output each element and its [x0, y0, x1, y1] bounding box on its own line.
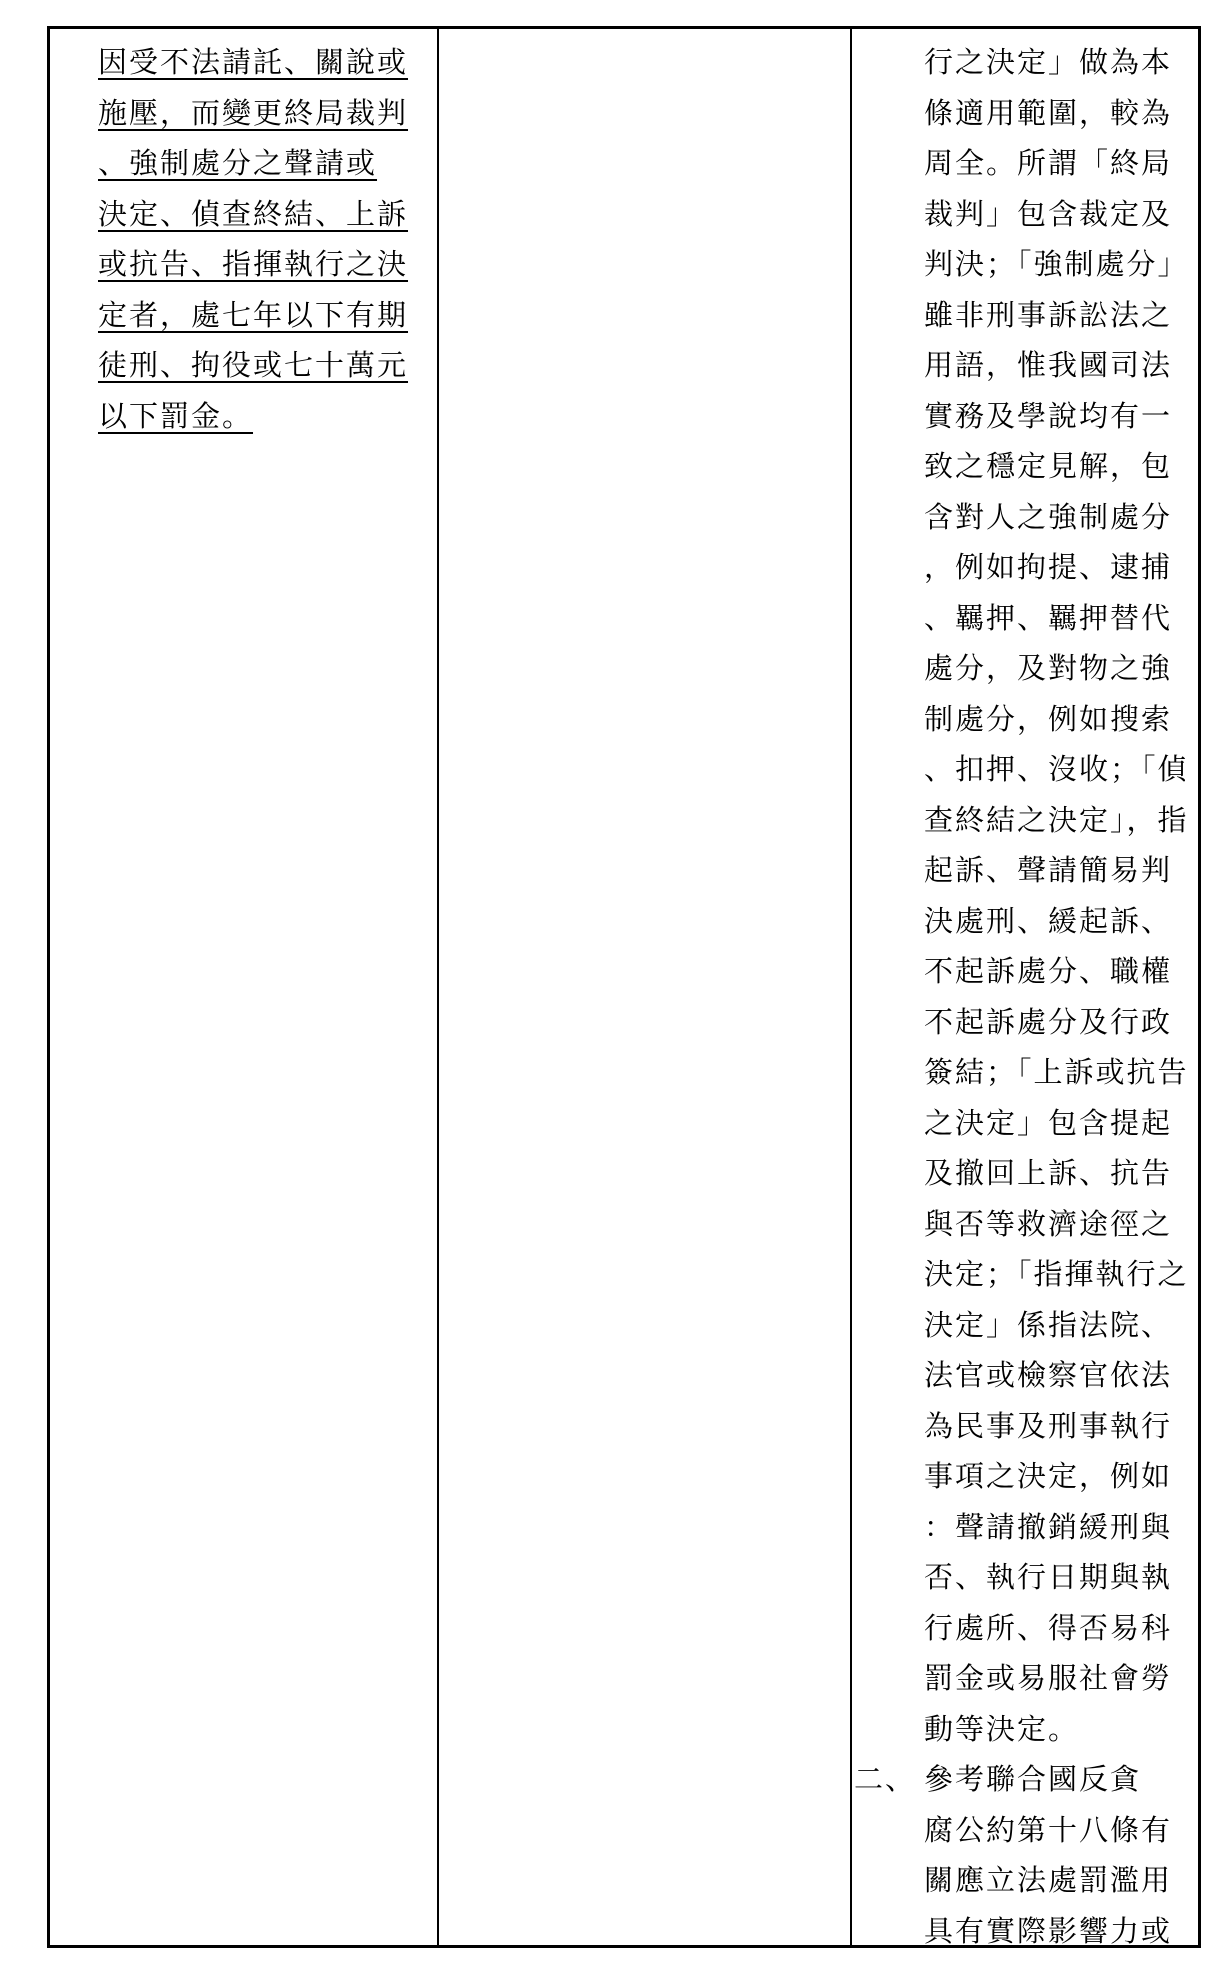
proposed-article-column	[50, 29, 439, 1945]
text-line: ：聲請撤銷緩刑與	[924, 1509, 1173, 1544]
text-line: 起訴、聲請簡易判	[924, 853, 1173, 887]
text-line: 動等決定。	[924, 1711, 1080, 1746]
text-line: 之決定」包含提起	[924, 1105, 1173, 1140]
explanation-column	[852, 29, 1198, 1948]
text-line: 致之穩定見解，包	[924, 449, 1173, 483]
text-line: 決定」係指法院、	[924, 1307, 1173, 1342]
current-article-column	[439, 29, 852, 1945]
text-line: 處分，及對物之強	[924, 651, 1173, 685]
text-line: 施壓，而變更終局裁判	[98, 95, 409, 130]
text-line: 事項之決定，例如	[924, 1459, 1173, 1493]
text-line: 罰金或易服社會勞	[924, 1661, 1173, 1695]
text-line: 用語，惟我國司法	[924, 348, 1173, 382]
text-line: 以下罰金。	[98, 398, 254, 433]
text-line: 判決；「強制處分」	[924, 247, 1189, 281]
text-line: 決處刑、緩起訴、	[924, 903, 1173, 938]
text-line: 條適用範圍，較為	[924, 95, 1173, 130]
text-line: 腐公約第十八條有	[924, 1812, 1173, 1847]
proposed-article-text	[98, 37, 408, 441]
text-line: 與否等救濟途徑之	[924, 1206, 1173, 1241]
text-line: 決定、偵查終結、上訴	[98, 196, 409, 231]
list-item-marker: 二、	[854, 1762, 917, 1796]
text-line: ，例如拘提、逮捕	[924, 550, 1173, 584]
text-line: 為民事及刑事執行	[924, 1408, 1173, 1443]
explanation-text	[924, 37, 1189, 1956]
text-line: 關應立法處罰濫用	[924, 1863, 1173, 1897]
text-line: 裁判」包含裁定及	[924, 196, 1173, 231]
text-line: 簽結；「上訴或抗告	[924, 1055, 1189, 1089]
text-line: 查終結之決定」，指	[924, 802, 1189, 837]
text-line: 或抗告、指揮執行之決	[98, 247, 409, 281]
text-line: 及撤回上訴、抗告	[924, 1156, 1173, 1190]
text-line: 法官或檢察官依法	[924, 1358, 1173, 1392]
text-line: 制處分，例如搜索	[924, 701, 1173, 736]
text-line: 、強制處分之聲請或	[98, 146, 378, 180]
text-line: 因受不法請託、關說或	[98, 45, 409, 79]
text-line: 、扣押、沒收；「偵	[924, 752, 1189, 786]
text-line: 行處所、得否易科	[924, 1610, 1173, 1645]
text-line: 具有實際影響力或	[924, 1913, 1173, 1948]
text-line: 定者，處七年以下有期	[98, 297, 409, 332]
text-line: 含對人之強制處分	[924, 499, 1173, 534]
text-line: 、羈押、羈押替代	[924, 600, 1173, 635]
text-line: 不起訴處分及行政	[924, 1004, 1173, 1039]
text-line: 徒刑、拘役或七十萬元	[98, 348, 409, 382]
text-line: 否、執行日期與執	[924, 1560, 1173, 1594]
text-line: 實務及學說均有一	[924, 398, 1173, 433]
document-table	[47, 26, 1201, 1948]
text-line: 周全。所謂「終局	[924, 146, 1173, 180]
text-line: 參考聯合國反貪	[924, 1762, 1142, 1796]
text-line: 決定；「指揮執行之	[924, 1257, 1189, 1291]
text-line: 雖非刑事訴訟法之	[924, 297, 1173, 332]
text-line: 不起訴處分、職權	[924, 954, 1173, 988]
text-line: 行之決定」做為本	[924, 45, 1173, 79]
